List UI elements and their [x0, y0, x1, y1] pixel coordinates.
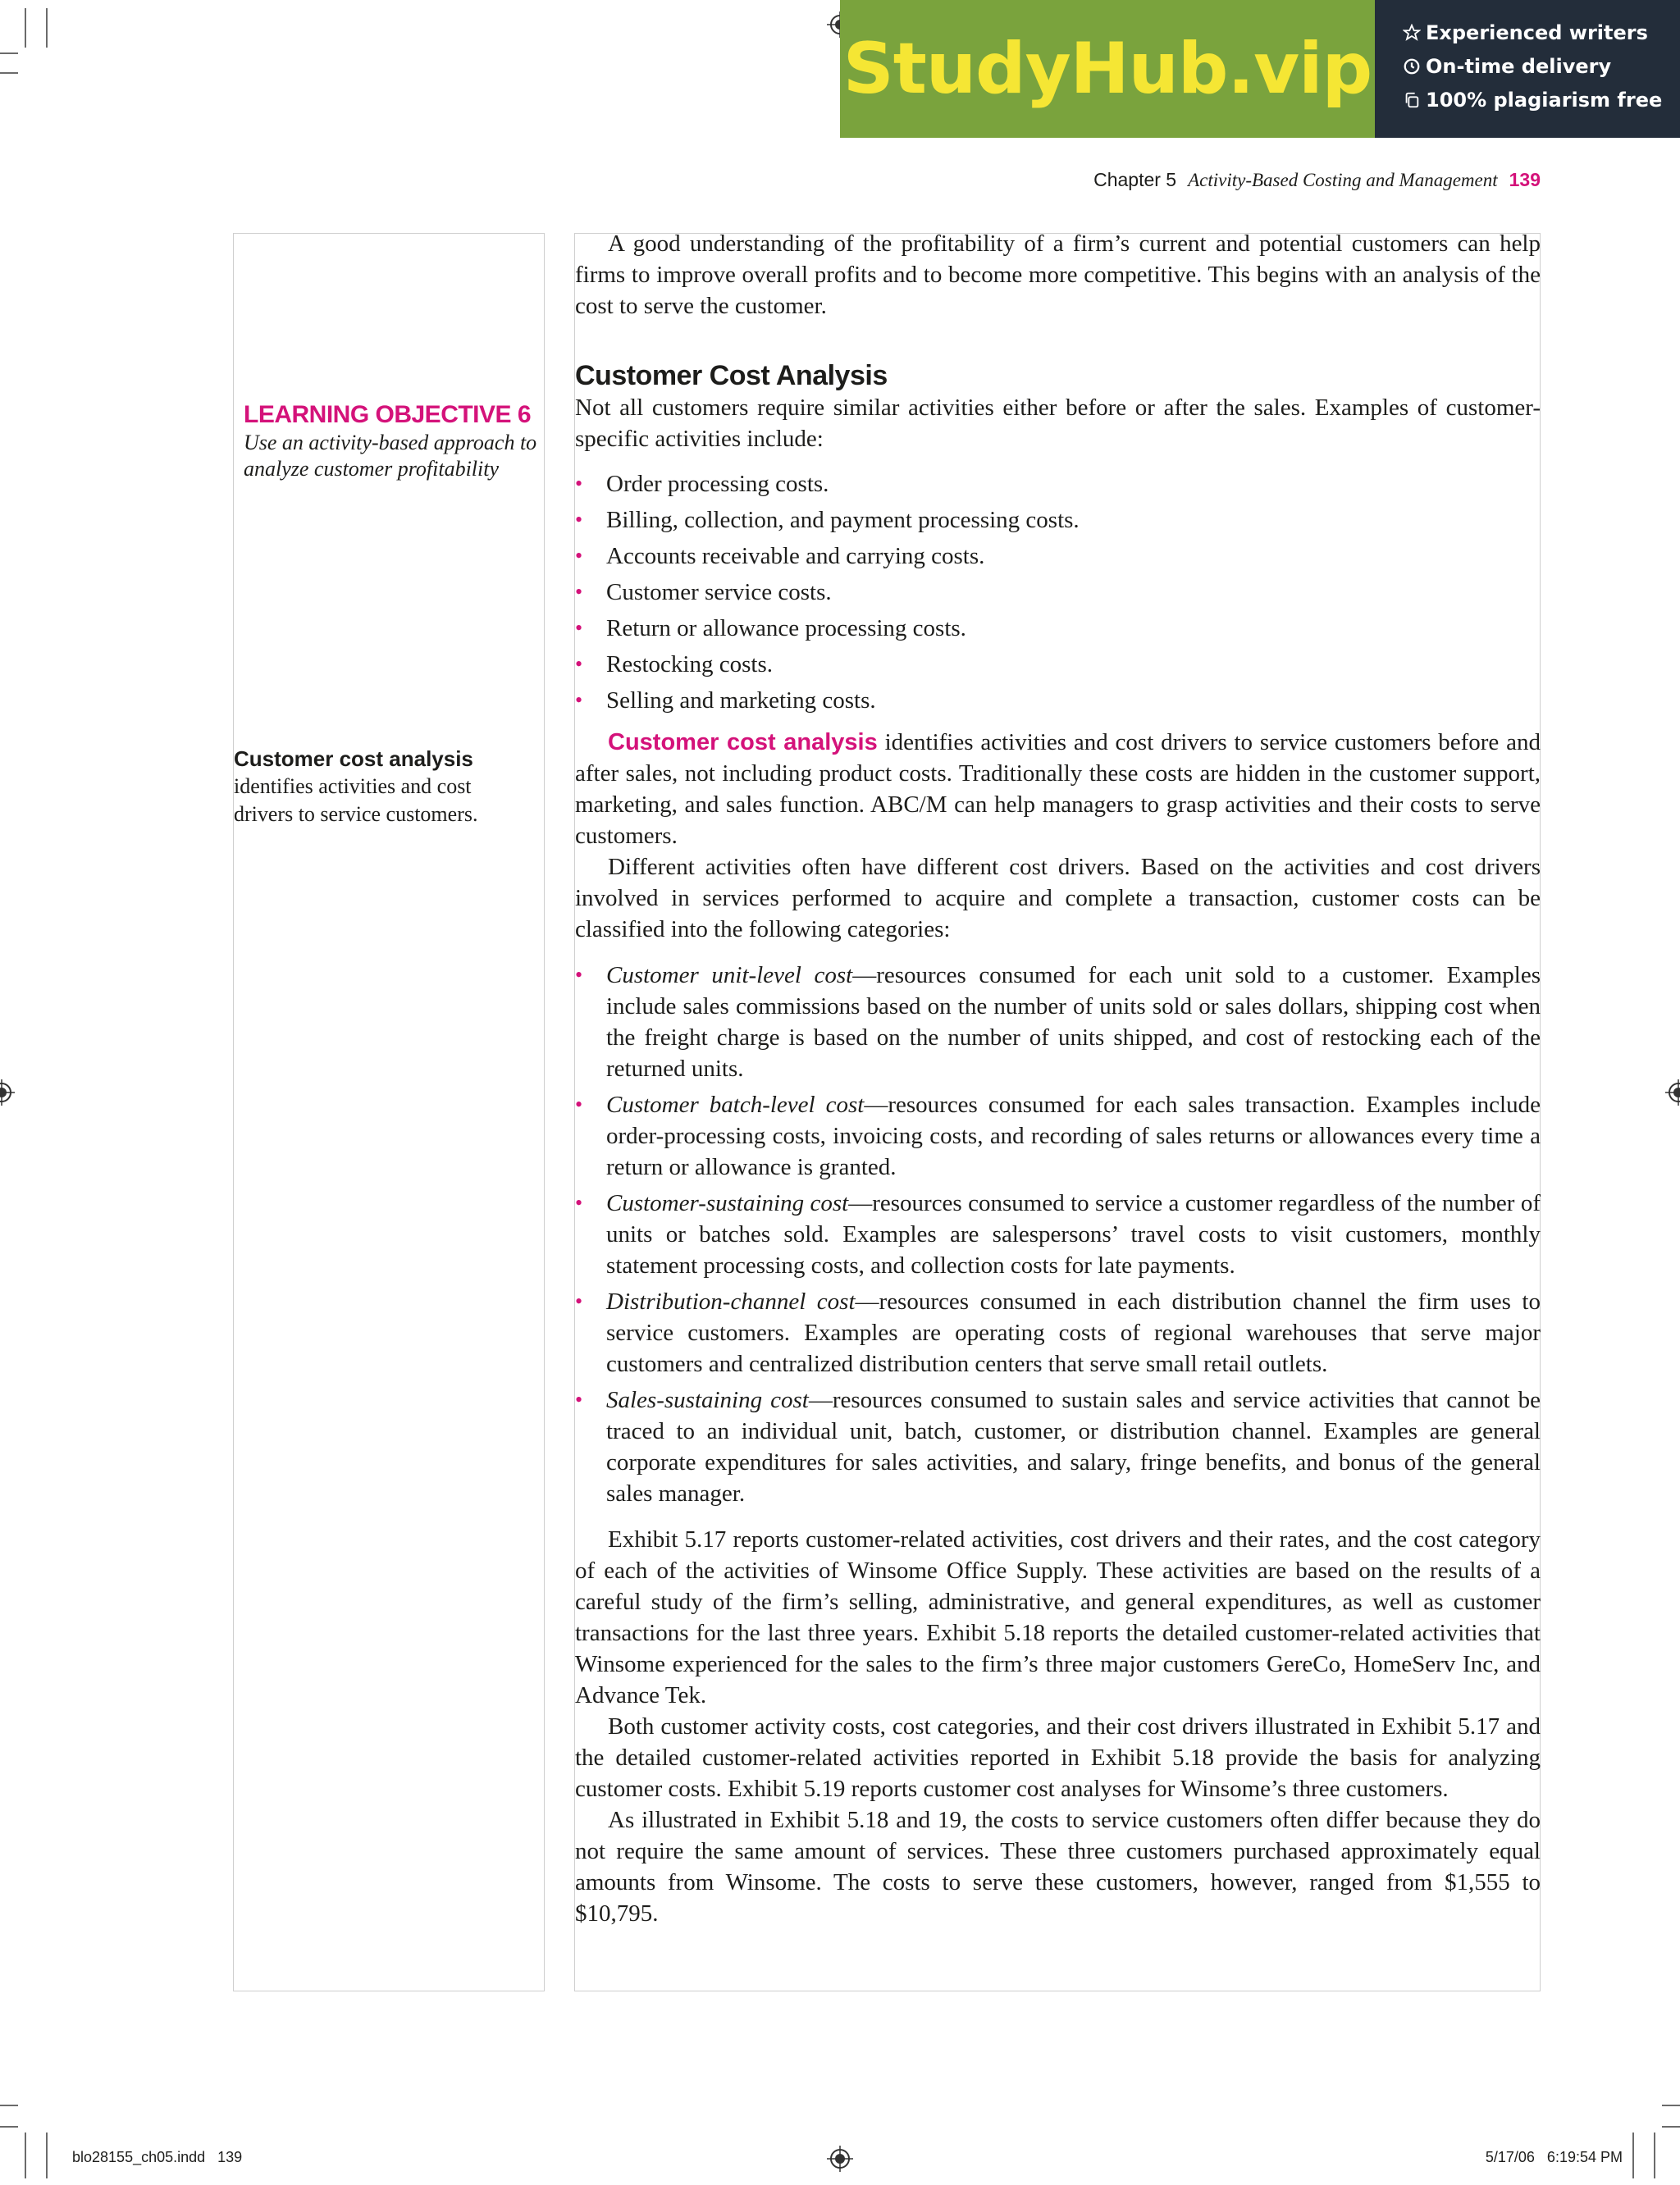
list-item: • Customer service costs.	[575, 574, 1541, 610]
registration-mark-icon	[0, 1079, 15, 1106]
crop-mark	[46, 2133, 48, 2178]
crop-mark	[1662, 2126, 1680, 2128]
list-item: • Billing, collection, and payment processing costs.	[575, 502, 1541, 538]
list-item: • Accounts receivable and carrying costs.	[575, 538, 1541, 574]
bullet-icon: •	[575, 963, 583, 987]
running-header	[1093, 169, 1541, 191]
crop-mark	[25, 2133, 26, 2178]
bullet-icon: •	[575, 508, 583, 531]
crop-mark	[1662, 2105, 1680, 2106]
crop-mark	[0, 2126, 18, 2128]
crop-mark	[25, 8, 26, 48]
banner-logo-area	[840, 0, 1375, 138]
crop-mark	[46, 8, 48, 48]
list-item: • Restocking costs.	[575, 646, 1541, 682]
bullet-icon: •	[575, 1289, 583, 1313]
crop-mark	[1654, 2133, 1655, 2178]
list-item: • Distribution-channel cost—resources consumed in each distribution channel the firm uses to service customers. Examples are operating costs of regional warehouses that serve major customers and centralized distribution centers that serve small retail outlets.	[575, 1286, 1541, 1380]
chapter-title: Activity-Based Costing and Management	[1188, 170, 1498, 190]
feature-on-time-delivery: On-time delivery	[1403, 55, 1611, 78]
feature-plagiarism-free: 100% plagiarism free	[1403, 89, 1662, 112]
learning-objective	[234, 400, 544, 482]
bullet-icon: •	[575, 472, 583, 495]
bullet-icon: •	[575, 652, 583, 676]
list-item: • Selling and marketing costs.	[575, 682, 1541, 718]
main-text-column	[575, 228, 1541, 1929]
bullet-icon: •	[575, 1092, 583, 1116]
bullet-icon: •	[575, 1388, 583, 1412]
list-item: • Customer-sustaining cost—resources consumed to service a customer regardless of the number of units or batches sold. Examples are salespersons’ travel costs to visit customers, monthly statement processing costs, and collection costs for late payments.	[575, 1188, 1541, 1281]
copy-icon	[1403, 91, 1421, 109]
bullet-icon: •	[575, 544, 583, 568]
chapter-label: Chapter 5	[1093, 169, 1177, 190]
sidebar-frame	[233, 233, 545, 1991]
studyhub-logo: StudyHub.vip	[842, 28, 1372, 110]
file-slug: blo28155_ch05.indd 139	[72, 2149, 243, 2165]
bullet-icon: •	[575, 688, 583, 712]
paragraph-as-illustrated: As illustrated in Exhibit 5.18 and 19, the costs to service customers often differ because they do not require the same amount of services. These three customers purchased approximately equal amounts from Winsome. The costs to serve these customers, however, ranged from $1,555 to $10,795.	[575, 1807, 1541, 1927]
bullet-icon: •	[575, 1191, 583, 1215]
clock-icon	[1403, 57, 1421, 75]
list-item: • Order processing costs.	[575, 466, 1541, 502]
glossary-term: Customer cost analysis	[234, 746, 473, 771]
paragraph-both-customer: Both customer activity costs, cost categories, and their cost drivers illustrated in Exhibit 5.17 and the detailed customer-related activities reported in Exhibit 5.18 provide the basis for analyzing customer costs. Exhibit 5.19 reports customer cost analyses for Winsome’s three customers.	[575, 1713, 1541, 1802]
learning-objective-text: Use an activity-based approach to analyze customer profitability	[244, 431, 537, 481]
page-number: 139	[1509, 169, 1541, 190]
crop-mark	[0, 72, 18, 74]
star-icon	[1403, 24, 1421, 42]
key-term: Customer cost analysis	[608, 729, 878, 755]
list-item: • Return or allowance processing costs.	[575, 610, 1541, 646]
list-item: • Sales-sustaining cost—resources consumed to sustain sales and service activities that cannot be traced to an individual unit, batch, customer, or distribution channel. Examples are general corporate expenditures for sales activities, and salary, fringe benefits, and bonus of the general sales manager.	[575, 1384, 1541, 1509]
customer-activities-list	[575, 466, 1541, 718]
feature-experienced-writers: Experienced writers	[1403, 21, 1648, 44]
paragraph-customer-cost-analysis: Customer cost analysis identifies activities and cost drivers to service customers before and after sales, not including product costs. Traditionally these costs are hidden in the customer support, marketing, and sales function. ABC/M can help managers to grasp activities and their costs to serve customers.	[575, 729, 1541, 849]
crop-mark	[0, 2105, 18, 2106]
glossary-note	[234, 745, 513, 828]
list-item: • Customer batch-level cost—resources consumed for each sales transaction. Examples include order-processing costs, invoicing costs, and recording of sales returns or allowances every time a return or allowance is granted.	[575, 1089, 1541, 1183]
paragraph-not-all-customers: Not all customers require similar activities either before or after the sales. Examples of customer-specific activities include:	[575, 395, 1541, 452]
crop-mark	[0, 52, 18, 54]
registration-mark-icon	[827, 2146, 853, 2172]
glossary-definition: identifies activities and cost drivers to service customers.	[234, 774, 478, 826]
learning-objective-title: LEARNING OBJECTIVE 6	[244, 401, 532, 428]
intro-paragraph: A good understanding of the profitability of a firm’s current and potential customers can help firms to improve overall profits and to become more competitive. This begins with an analysis of the cost to serve the customer.	[575, 230, 1541, 319]
timestamp-slug: 5/17/06 6:19:54 PM	[1485, 2149, 1623, 2165]
paragraph-different-activities: Different activities often have different cost drivers. Based on the activities and cost drivers involved in services performed to acquire and complete a transaction, customer costs can be classified into the following categories:	[575, 854, 1541, 942]
list-item: • Customer unit-level cost—resources consumed for each unit sold to a customer. Examples include sales commissions based on the number of units sold or sales dollars, shipping cost when the freight charge is based on the number of units shipped, and cost of restocking each of the returned units.	[575, 960, 1541, 1084]
paragraph-exhibit: Exhibit 5.17 reports customer-related activities, cost drivers and their rates, and the cost category of each of the activities of Winsome Office Supply. These activities are based on the results of a careful study of the firm’s selling, administrative, and general expenditures, as well as customer transactions for the last three years. Exhibit 5.18 reports the detailed customer-related activities that Winsome experienced for the sales to the firm’s three major customers GereCo, HomeServ Inc, and Advance Tek.	[575, 1526, 1541, 1708]
section-heading: Customer Cost Analysis	[575, 360, 888, 391]
crop-mark	[1632, 2133, 1634, 2178]
registration-mark-icon	[1665, 1079, 1680, 1106]
bullet-icon: •	[575, 580, 583, 604]
cost-categories-list	[575, 960, 1541, 1509]
bullet-icon: •	[575, 616, 583, 640]
